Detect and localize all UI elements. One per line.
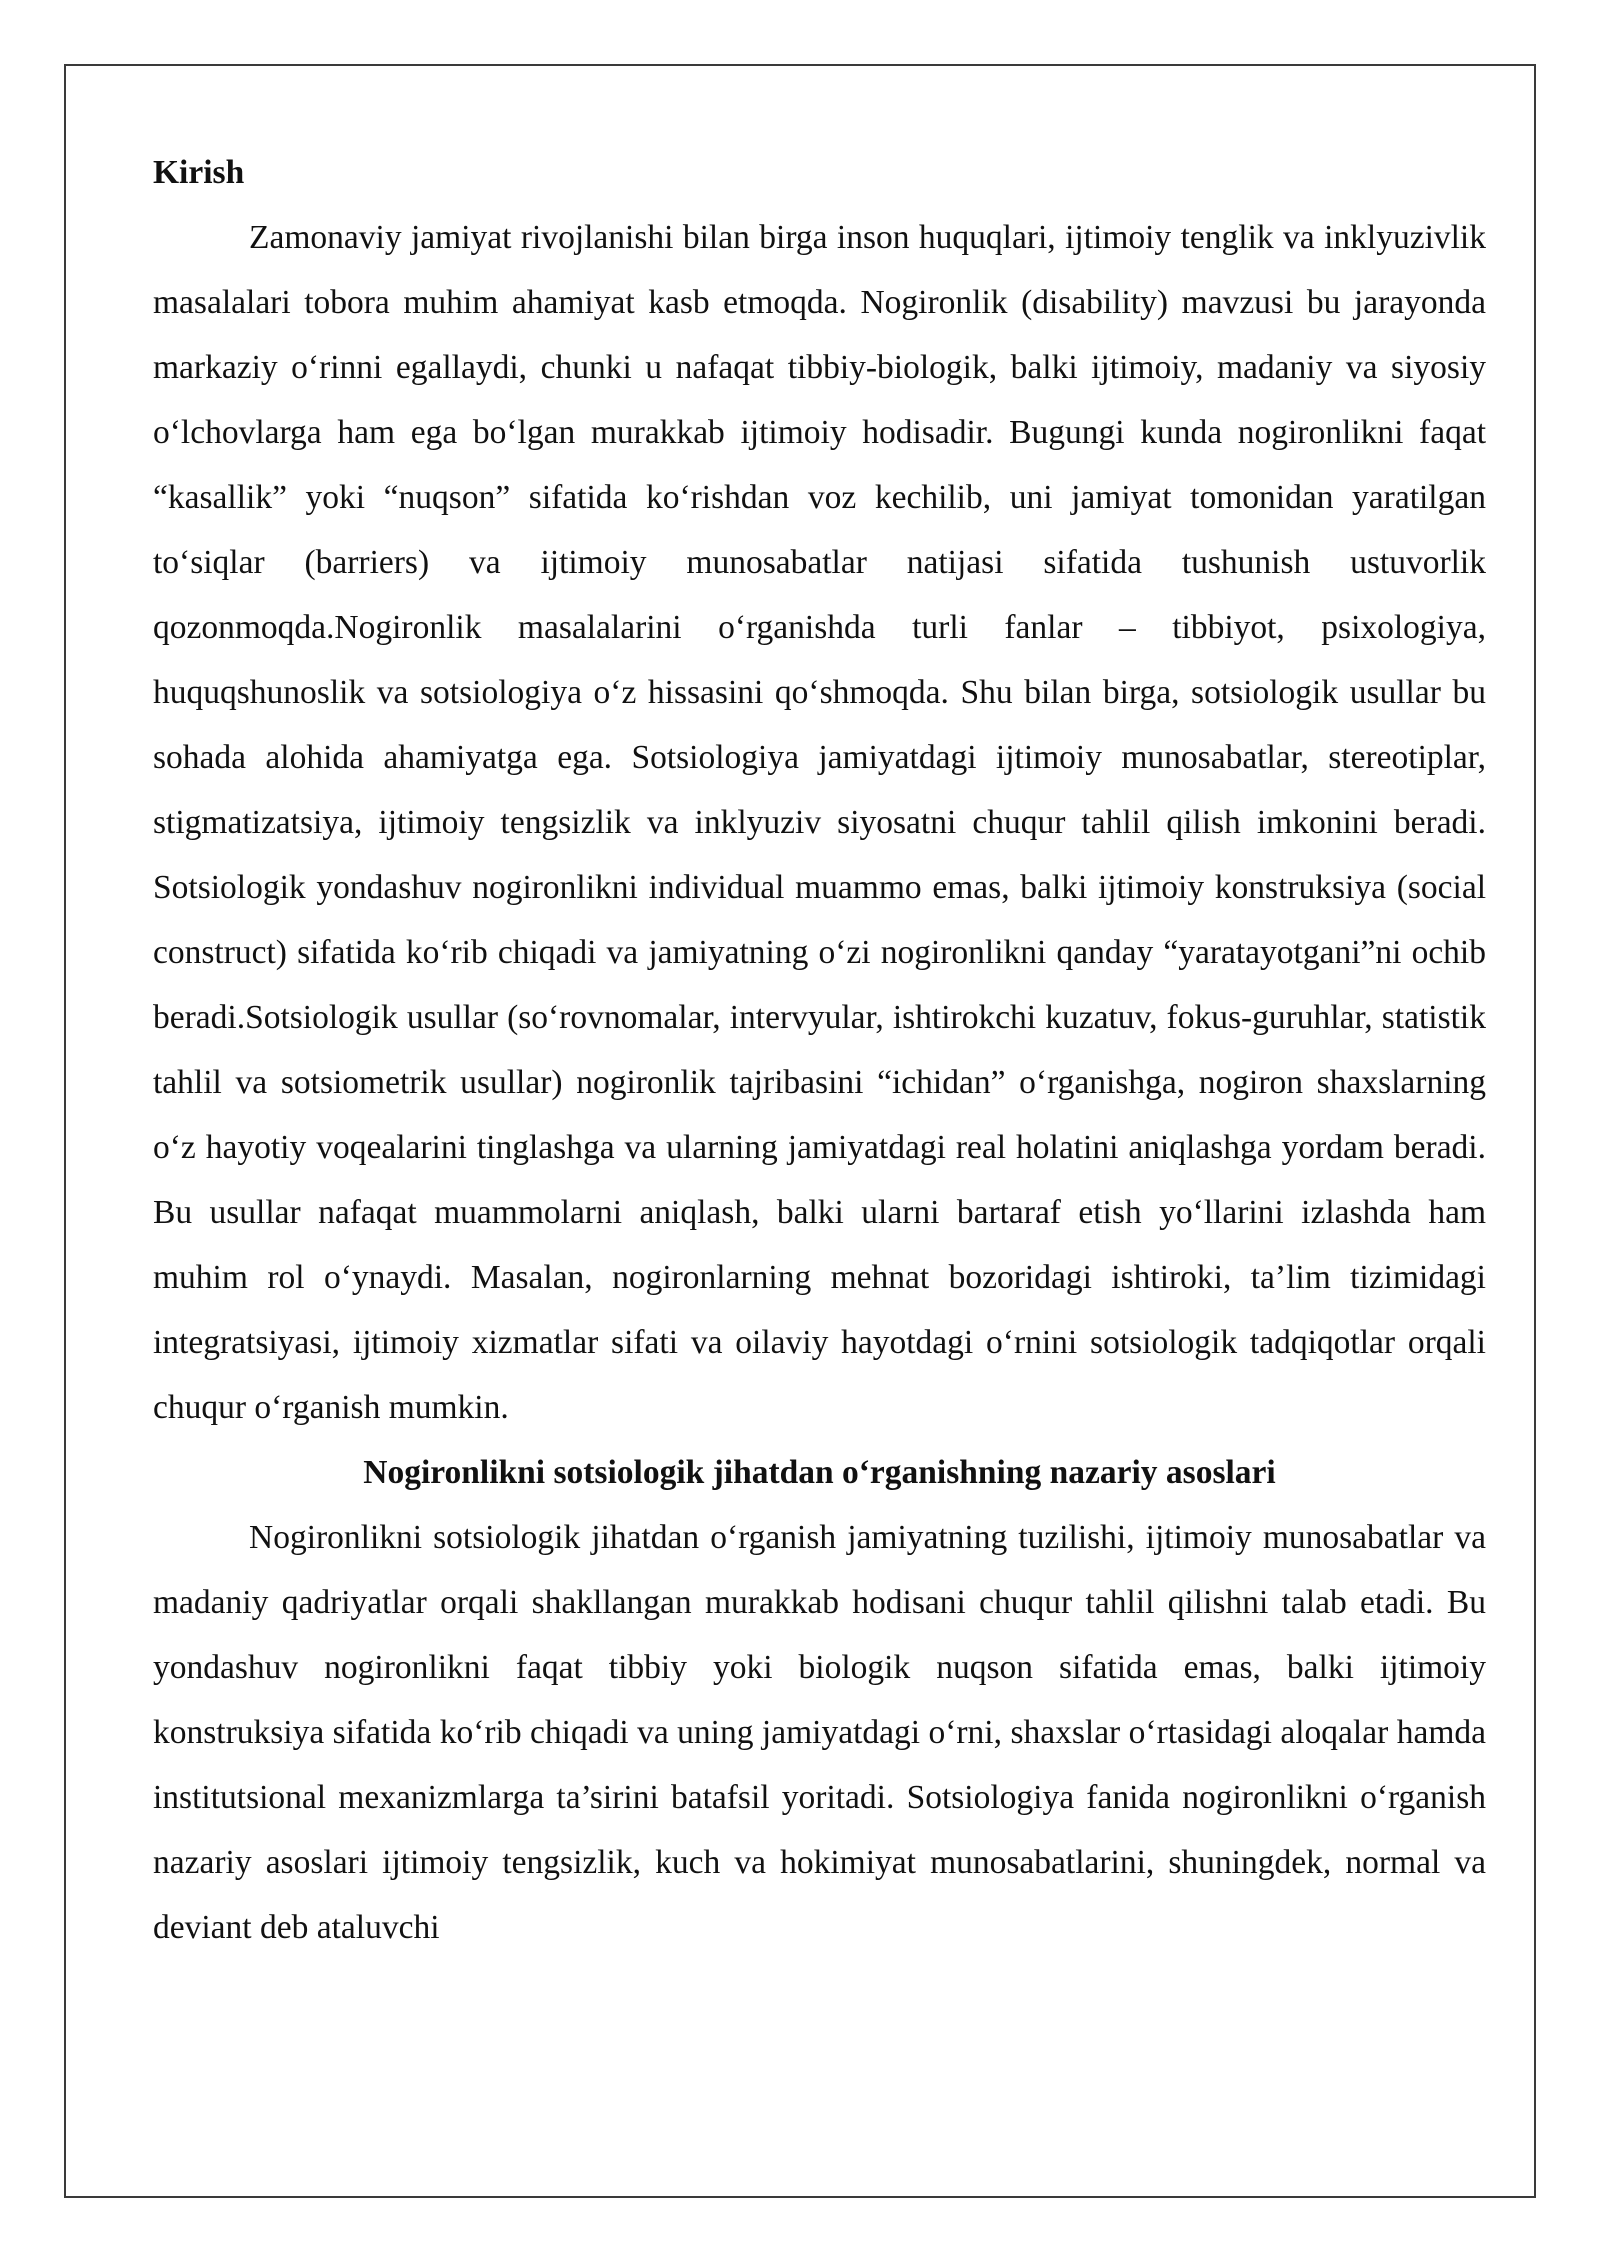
section-paragraph: Nogironlikni sotsiologik jihatdan o‘rganish jamiyatning tuzilishi, ijtimoiy munosabatlar va madaniy qadriyatlar orqali shakllangan murakkab hodisani chuqur tahlil qilishni talab etadi. Bu yondashuv nogironlikni faqat tibbiy yoki biologik nuqson sifatida emas, balki ijtimoiy konstruksiya sifatida ko‘rib chiqadi va uning jamiyatdagi o‘rni, shaxslar o‘rtasidagi aloqalar hamda institutsional mexanizmlarga ta’sirini batafsil yoritadi. Sotsiologiya fanida nogironlikni o‘rganish nazariy asoslari ijtimoiy tengsizlik, kuch va hokimiyat munosabatlarini, shuningdek, normal va deviant deb ataluvchi: [153, 1519, 1486, 1946]
section-heading: Nogironlikni sotsiologik jihatdan o‘rganishning nazariy asoslari: [363, 1454, 1276, 1491]
intro-heading: Kirish: [153, 154, 245, 191]
document-body: [153, 140, 1486, 1960]
intro-paragraph: Zamonaviy jamiyat rivojlanishi bilan birga inson huquqlari, ijtimoiy tenglik va inklyuzivlik masalalari tobora muhim ahamiyat kasb etmoqda. Nogironlik (disability) mavzusi bu jarayonda markaziy o‘rinni egallaydi, chunki u nafaqat tibbiy-biologik, balki ijtimoiy, madaniy va siyosiy o‘lchovlarga ham ega bo‘lgan murakkab ijtimoiy hodisadir. Bugungi kunda nogironlikni faqat “kasallik” yoki “nuqson” sifatida ko‘rishdan voz kechilib, uni jamiyat tomonidan yaratilgan to‘siqlar (barriers) va ijtimoiy munosabatlar natijasi sifatida tushunish ustuvorlik qozonmoqda.Nogironlik masalalarini o‘rganishda turli fanlar – tibbiyot, psixologiya, huquqshunoslik va sotsiologiya o‘z hissasini qo‘shmoqda. Shu bilan birga, sotsiologik usullar bu sohada alohida ahamiyatga ega. Sotsiologiya jamiyatdagi ijtimoiy munosabatlar, stereotiplar, stigmatizatsiya, ijtimoiy tengsizlik va inklyuziv siyosatni chuqur tahlil qilish imkonini beradi. Sotsiologik yondashuv nogironlikni individual muammo emas, balki ijtimoiy konstruksiya (social construct) sifatida ko‘rib chiqadi va jamiyatning o‘zi nogironlikni qanday “yaratayotgani”ni ochib beradi.Sotsiologik usullar (so‘rovnomalar, intervyular, ishtirokchi kuzatuv, fokus-guruhlar, statistik tahlil va sotsiometrik usullar) nogironlik tajribasini “ichidan” o‘rganishga, nogiron shaxslarning o‘z hayotiy voqealarini tinglashga va ularning jamiyatdagi real holatini aniqlashga yordam beradi. Bu usullar nafaqat muammolarni aniqlash, balki ularni bartaraf etish yo‘llarini izlashda ham muhim rol o‘ynaydi. Masalan, nogironlarning mehnat bozoridagi ishtiroki, ta’lim tizimidagi integratsiyasi, ijtimoiy xizmatlar sifati va oilaviy hayotdagi o‘rnini sotsiologik tadqiqotlar orqali chuqur o‘rganish mumkin.: [153, 219, 1486, 1426]
